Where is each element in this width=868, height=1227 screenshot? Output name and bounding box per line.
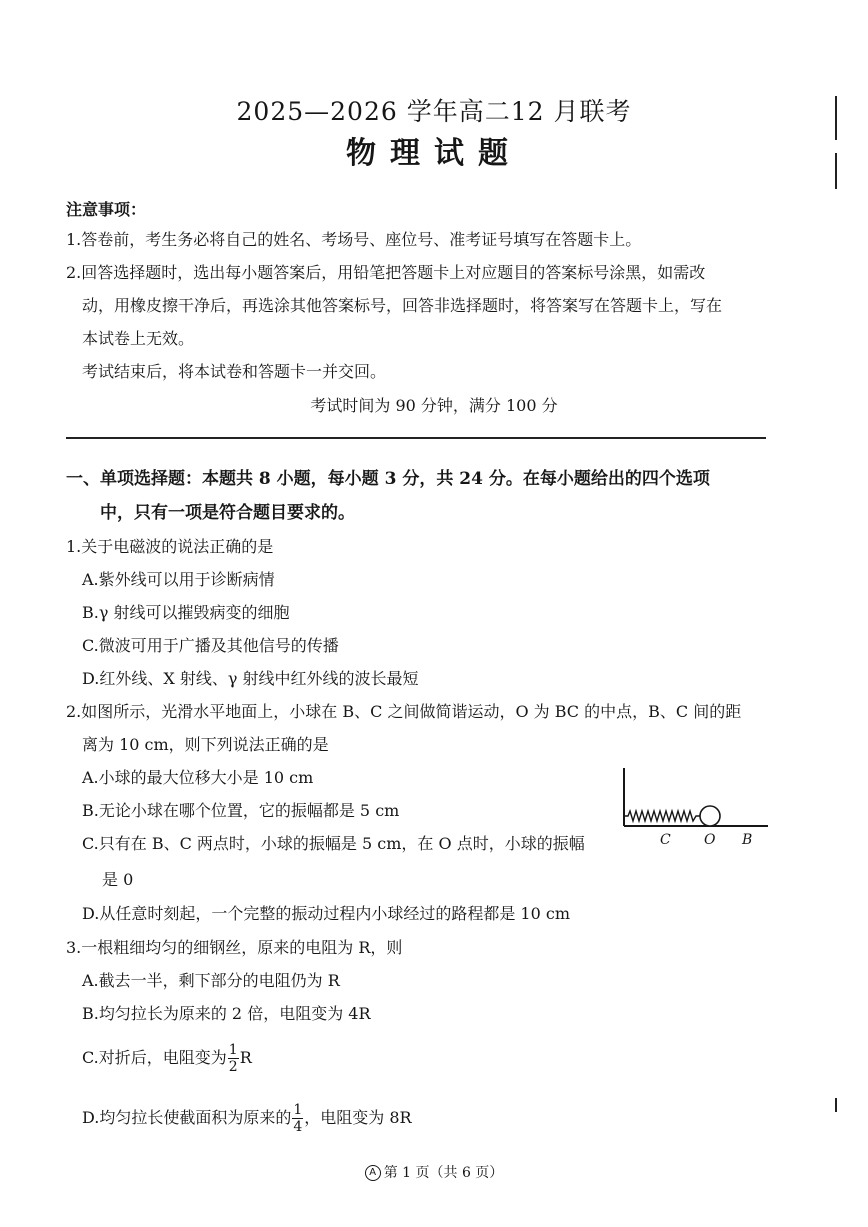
margin-mark-bottom [835,1098,837,1112]
header-divider [66,437,766,439]
figure-label-c: C [660,832,671,848]
margin-mark-middle [835,153,837,189]
q1-option-d: D.红外线、X 射线、γ 射线中红外线的波长最短 [82,669,419,688]
q3-option-c-suffix: R [239,1048,252,1067]
q3-option-c-prefix: C.对折后，电阻变为 [82,1048,227,1067]
q3-option-a: A.截去一半，剩下部分的电阻仍为 R [82,971,340,990]
subject-title: 物理试题 [346,136,522,171]
paper-version-badge: A [365,1165,381,1181]
page-number: 第 1 页（共 6 页） [383,1165,504,1181]
notice-item-2: 2.回答选择题时，选出每小题答案后，用铅笔把答题卡上对应题目的答案标号涂黑，如需改 [66,263,706,282]
q3-option-c [82,1040,252,1076]
q2-stem: 2.如图所示，光滑水平地面上，小球在 B、C 之间做简谐运动，O 为 BC 的中点，B、C 间的距 [66,702,742,721]
figure-label-b: B [742,832,753,848]
fraction-numerator: 1 [228,1042,238,1058]
q1-option-a: A.紫外线可以用于诊断病情 [82,570,275,589]
q1-option-c: C.微波可用于广播及其他信号的传播 [82,636,339,655]
q1-stem: 1.关于电磁波的说法正确的是 [66,537,274,556]
notice-item-3: 考试结束后，将本试卷和答题卡一并交回。 [82,362,387,381]
q2-option-d: D.从任意时刻起，一个完整的振动过程内小球经过的路程都是 10 cm [82,904,571,923]
page-footer [0,1162,868,1182]
q3-option-d [82,1100,412,1136]
spring-oscillator-figure [614,764,770,854]
notice-item-2-end: 本试卷上无效。 [82,329,195,348]
fraction-numerator: 1 [293,1102,303,1118]
fraction-denominator: 2 [228,1059,238,1075]
section1-heading-cont: 中，只有一项是符合题目要求的。 [100,503,355,523]
q2-option-c-cont: 是 0 [102,870,134,889]
figure-ball [700,806,720,826]
q3-option-b: B.均匀拉长为原来的 2 倍，电阻变为 4R [82,1004,371,1023]
exam-info: 考试时间为 90 分钟，满分 100 分 [310,396,558,415]
q1-option-b: B.γ 射线可以摧毁病变的细胞 [82,603,290,622]
notice-heading: 注意事项： [66,200,147,219]
q3-option-d-prefix: D.均匀拉长使截面积为原来的 [82,1108,292,1127]
exam-title: 2025—2026 学年高二12 月联考 [236,97,632,126]
q2-option-a: A.小球的最大位移大小是 10 cm [82,768,314,787]
figure-spring [624,811,700,821]
q2-stem-cont: 离为 10 cm，则下列说法正确的是 [82,735,329,754]
fraction-one-half [228,1042,239,1075]
margin-mark-top [835,96,837,140]
fraction-denominator: 4 [293,1119,303,1135]
notice-item-1: 1.答卷前，考生务必将自己的姓名、考场号、座位号、准考证号填写在答题卡上。 [66,230,642,249]
q2-option-b: B.无论小球在哪个位置，它的振幅都是 5 cm [82,801,400,820]
q3-stem: 3.一根粗细均匀的细钢丝，原来的电阻为 R，则 [66,938,403,957]
section1-heading: 一、单项选择题：本题共 8 小题，每小题 3 分，共 24 分。在每小题给出的四个选项 [66,469,710,489]
notice-item-2-cont: 动，用橡皮擦干净后，再选涂其他答案标号，回答非选择题时，将答案写在答题卡上，写在 [82,296,723,315]
figure-label-o: O [704,832,716,848]
q2-option-c: C.只有在 B、C 两点时，小球的振幅是 5 cm，在 O 点时，小球的振幅 [82,834,585,853]
fraction-one-quarter [292,1102,303,1135]
q3-option-d-suffix: ，电阻变为 8R [304,1108,412,1127]
